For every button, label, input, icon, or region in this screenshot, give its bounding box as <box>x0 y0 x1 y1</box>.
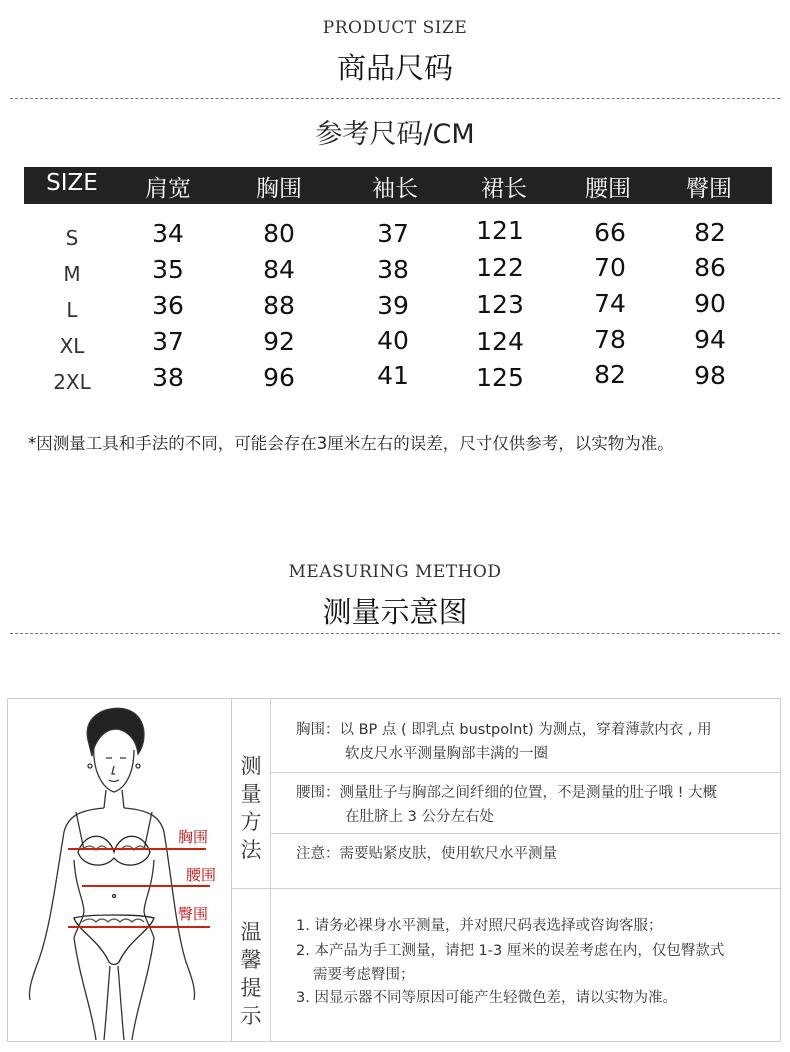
divider <box>10 633 780 634</box>
bust-line <box>68 848 206 850</box>
size-cell: XL <box>59 334 85 358</box>
title-char: 馨 <box>240 948 262 972</box>
value-cell: 74 <box>594 289 626 318</box>
header-waist: 腰围 <box>585 176 631 202</box>
tip-item: 3. 因显示器不同等原因可能产生轻微色差，请以实物为准。 <box>296 990 677 1006</box>
value-cell: 94 <box>694 325 726 354</box>
bust-instruction-line1: 胸围：以 BP 点 ( 即乳点 bustpolnt) 为测点，穿着薄款内衣 , 用 <box>296 722 712 738</box>
header-hip: 臀围 <box>686 176 732 202</box>
value-cell: 96 <box>263 363 295 392</box>
value-cell: 124 <box>476 327 524 356</box>
waist-line <box>82 885 210 887</box>
value-cell: 86 <box>694 253 726 282</box>
value-cell: 98 <box>694 361 726 390</box>
value-cell: 125 <box>476 363 524 392</box>
title-char: 方 <box>240 810 262 834</box>
product-size-en-title: PRODUCT SIZE <box>322 18 468 38</box>
header-shoulder: 肩宽 <box>145 176 191 202</box>
value-cell: 70 <box>594 253 626 282</box>
header-skirt-length: 裙长 <box>481 176 527 202</box>
value-cell: 82 <box>594 360 626 389</box>
title-char: 提 <box>240 976 262 1000</box>
panel-divider <box>231 698 232 1042</box>
measuring-method-en-title: MEASURING METHOD <box>288 562 502 582</box>
header-bust: 胸围 <box>256 176 302 202</box>
product-size-zh-title: 商品尺码 <box>336 51 453 85</box>
bust-label: 胸围 <box>178 828 209 846</box>
waist-instruction-line2: 在肚脐上 3 公分左右处 <box>345 809 494 825</box>
value-cell: 37 <box>377 219 409 248</box>
value-cell: 80 <box>263 219 295 248</box>
tips-vertical-title <box>236 918 266 1030</box>
value-cell: 39 <box>377 291 409 320</box>
size-cell: 2XL <box>53 370 91 394</box>
value-cell: 122 <box>476 253 524 282</box>
hip-label: 臀围 <box>178 905 209 923</box>
tip-item: 1. 请务必裸身水平测量，并对照尺码表选择或咨询客服； <box>296 918 663 934</box>
value-cell: 66 <box>594 218 626 247</box>
waist-instruction-line1: 腰围：测量肚子与胸部之间纤细的位置，不是测量的肚子哦 ! 大概 <box>296 785 718 801</box>
title-char: 量 <box>240 782 262 806</box>
divider <box>10 98 780 99</box>
value-cell: 38 <box>377 255 409 284</box>
title-char: 示 <box>240 1004 262 1028</box>
title-char: 法 <box>240 838 262 862</box>
value-cell: 78 <box>594 325 626 354</box>
row-divider <box>270 833 781 834</box>
tip-item: 需要考虑臀围； <box>313 967 415 983</box>
size-cell: M <box>63 262 81 286</box>
panel-divider <box>270 698 271 1042</box>
measure-notice: 注意：需要贴紧皮肤，使用软尺水平测量 <box>296 846 557 862</box>
value-cell: 34 <box>152 219 184 248</box>
size-cell: S <box>65 226 79 250</box>
value-cell: 123 <box>476 290 524 319</box>
value-cell: 41 <box>377 361 409 390</box>
header-sleeve: 袖长 <box>372 176 418 202</box>
panel-divider <box>231 888 781 889</box>
title-char: 测 <box>240 754 262 778</box>
waist-label: 腰围 <box>186 866 217 884</box>
value-cell: 38 <box>152 363 184 392</box>
reference-unit-title: 参考尺码/CM <box>315 119 475 150</box>
method-vertical-title <box>236 752 266 864</box>
measuring-method-zh-title: 测量示意图 <box>322 595 468 629</box>
value-cell: 37 <box>152 327 184 356</box>
hip-line <box>68 926 210 928</box>
value-cell: 121 <box>476 216 524 245</box>
value-cell: 88 <box>263 291 295 320</box>
bust-instruction-line2: 软皮尺水平测量胸部丰满的一圈 <box>345 746 548 762</box>
value-cell: 35 <box>152 255 184 284</box>
value-cell: 82 <box>694 218 726 247</box>
size-cell: L <box>66 298 78 322</box>
value-cell: 36 <box>152 291 184 320</box>
row-divider <box>270 772 781 773</box>
header-size: SIZE <box>46 170 98 196</box>
tip-item: 2. 本产品为手工测量，请把 1-3 厘米的误差考虑在内，仅包臀款式 <box>296 943 725 959</box>
value-cell: 84 <box>263 255 295 284</box>
value-cell: 92 <box>263 327 295 356</box>
measurement-disclaimer: *因测量工具和手法的不同，可能会存在3厘米左右的误差，尺寸仅供参考，以实物为准。 <box>28 434 674 453</box>
value-cell: 40 <box>377 326 409 355</box>
title-char: 温 <box>240 920 262 944</box>
value-cell: 90 <box>694 289 726 318</box>
